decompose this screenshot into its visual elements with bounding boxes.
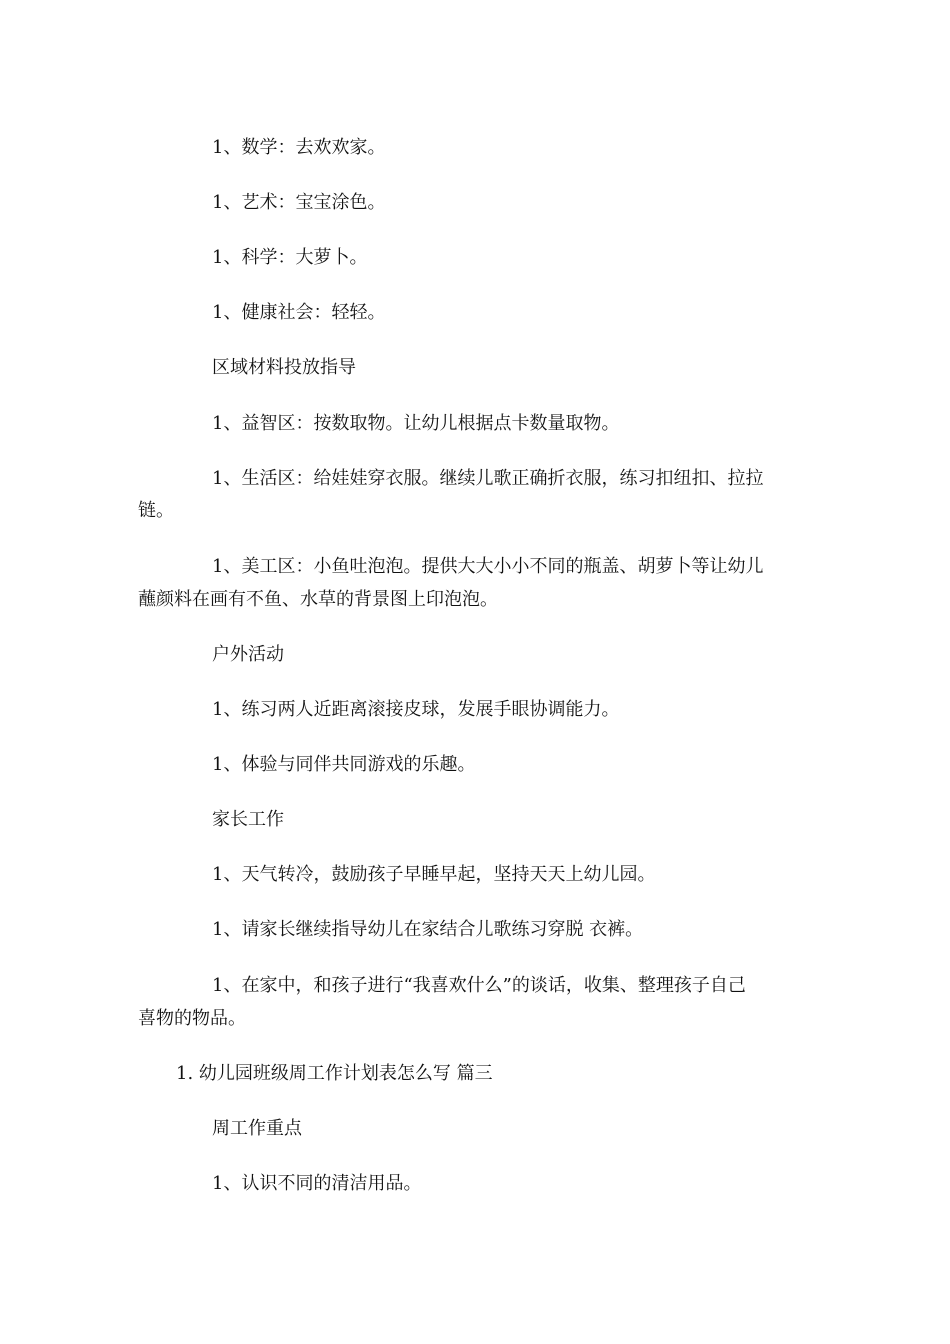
list-item-life-area-continued: 链。 [138,500,174,521]
list-item-home-talk: 1、在家中，和孩子进行“我喜欢什么”的谈话，收集、整理孩子自己 [212,975,746,996]
section-heading-outdoor: 户外活动 [212,644,284,665]
section-title-part-three: 1. 幼儿园班级周工作计划表怎么写 篇三 [176,1063,493,1084]
list-item-health-social: 1、健康社会：轻轻。 [212,302,386,323]
list-item-home-talk-continued: 喜物的物品。 [138,1008,246,1029]
list-item-puzzle-area: 1、益智区：按数取物。让幼儿根据点卡数量取物。 [212,413,620,434]
list-item-science: 1、科学：大萝卜。 [212,247,368,268]
list-item-life-area: 1、生活区：给娃娃穿衣服。继续儿歌正确折衣服，练习扣纽扣、拉拉 [212,468,764,489]
section-heading-parents: 家长工作 [212,809,284,830]
section-heading-area-materials: 区域材料投放指导 [212,357,356,378]
list-item-art-area: 1、美工区：小鱼吐泡泡。提供大大小小不同的瓶盖、胡萝卜等让幼儿 [212,556,764,577]
list-item-early-sleep: 1、天气转冷，鼓励孩子早睡早起，坚持天天上幼儿园。 [212,864,656,885]
list-item-play-together: 1、体验与同伴共同游戏的乐趣。 [212,754,476,775]
list-item-ball-rolling: 1、练习两人近距离滚接皮球，发展手眼协调能力。 [212,699,620,720]
list-item-art-area-continued: 蘸颜料在画有不鱼、水草的背景图上印泡泡。 [138,589,498,610]
list-item-cleaning-supplies: 1、认识不同的清洁用品。 [212,1173,422,1194]
list-item-math: 1、数学：去欢欢家。 [212,137,386,158]
section-heading-weekly-focus: 周工作重点 [212,1118,302,1139]
list-item-art: 1、艺术：宝宝涂色。 [212,192,386,213]
list-item-dressing-practice: 1、请家长继续指导幼儿在家结合儿歌练习穿脱 衣裤。 [212,919,644,940]
